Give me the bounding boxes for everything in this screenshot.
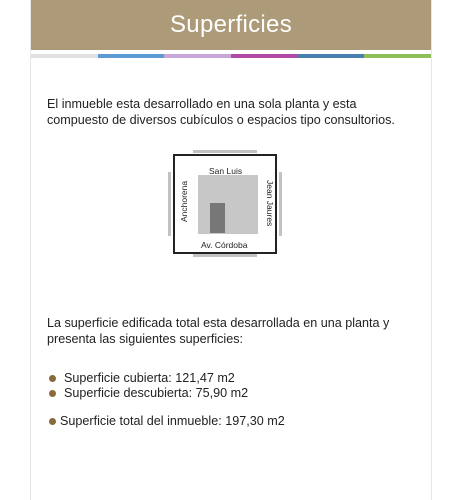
plan-top-street-bar xyxy=(193,150,257,153)
plan-outline xyxy=(173,154,277,254)
stripe-segment-1 xyxy=(31,54,98,58)
list-item-total xyxy=(49,414,285,428)
stripe-segment-6 xyxy=(364,54,431,58)
plan-bottom-street-bar xyxy=(193,254,257,257)
stripe-segment-2 xyxy=(98,54,165,58)
surface-paragraph: La superficie edificada total esta desarrollada en una planta y presenta las siguientes superficies: xyxy=(47,316,390,346)
color-stripe xyxy=(31,54,431,58)
stripe-segment-4 xyxy=(231,54,298,58)
area-descubierta: Superficie descubierta: 75,90 m2 xyxy=(64,386,249,400)
plan-interior-block xyxy=(210,203,225,233)
bullet-icon xyxy=(49,418,56,425)
plan-right-street-bar xyxy=(279,172,282,236)
floor-plan-diagram xyxy=(171,154,283,256)
street-label-jean-jaures: Jean Jaures xyxy=(265,180,275,227)
intro-paragraph: El inmueble esta desarrollado en una sola planta y esta compuesto de diversos cubículos o espacios tipo consultorios. xyxy=(47,97,395,127)
page-title: Superficies xyxy=(169,11,293,38)
document-page xyxy=(30,0,432,500)
stripe-segment-5 xyxy=(298,54,365,58)
area-total: Superficie total del inmueble: 197,30 m2 xyxy=(60,414,285,428)
list-item-descubierta xyxy=(49,386,248,400)
street-label-san-luis: San Luis xyxy=(209,166,243,176)
plan-interior-area xyxy=(198,175,258,234)
plan-left-street-bar xyxy=(168,172,171,236)
header-banner xyxy=(31,0,431,50)
list-item-cubierta xyxy=(49,371,235,385)
area-cubierta: Superficie cubierta: 121,47 m2 xyxy=(64,371,235,385)
stripe-segment-3 xyxy=(164,54,231,58)
street-label-cordoba: Av. Córdoba xyxy=(201,240,248,250)
street-label-anchorena: Anchorena xyxy=(179,180,189,222)
bullet-icon xyxy=(49,375,56,382)
bullet-icon xyxy=(49,390,56,397)
